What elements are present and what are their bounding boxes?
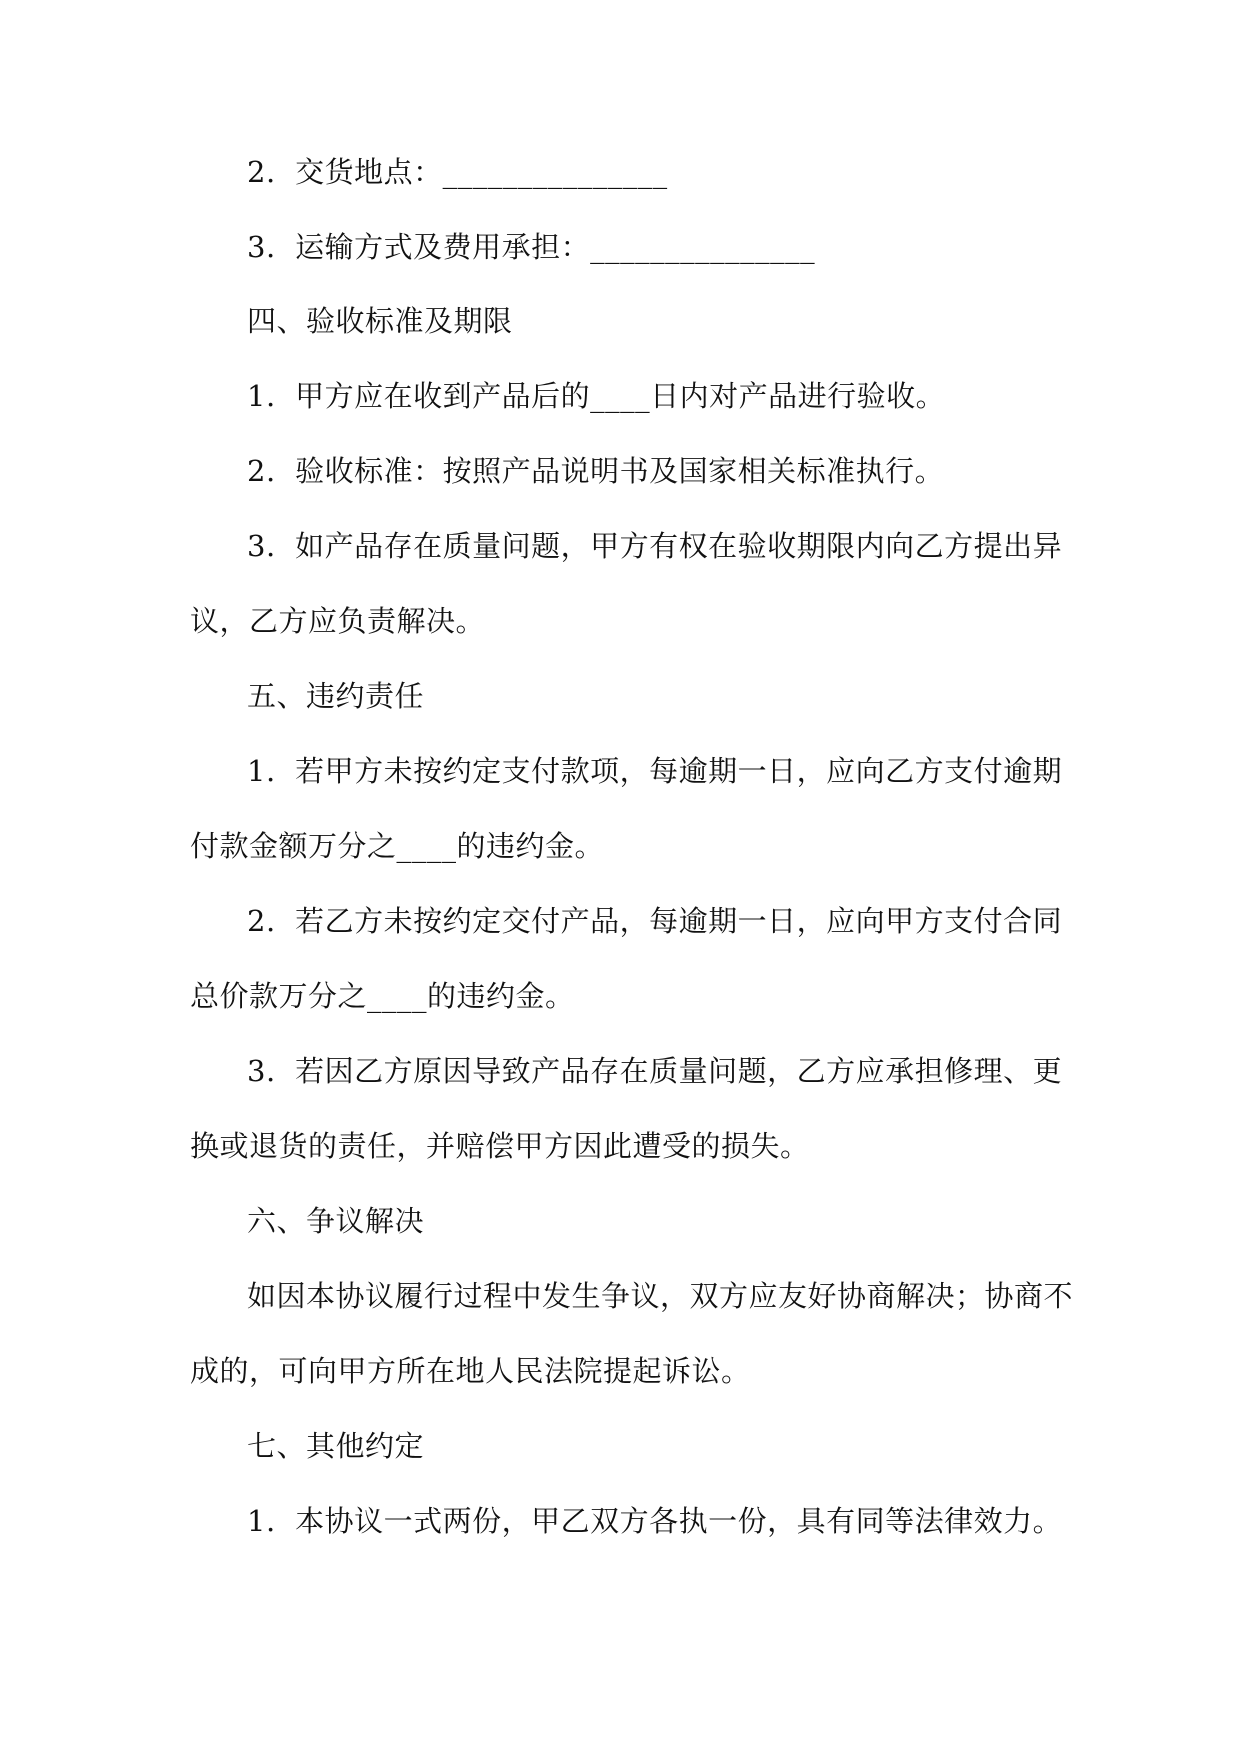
text-line: 如因本协议履行过程中发生争议，双方应友好协商解决；协商不 (247, 1279, 1074, 1313)
text-line: 3. 运输方式及费用承担：_______________ (247, 230, 816, 264)
text-line: 2. 验收标准：按照产品说明书及国家相关标准执行。 (247, 454, 945, 488)
text-line: 成的，可向甲方所在地人民法院提起诉讼。 (190, 1354, 751, 1388)
text-line: 付款金额万分之____的违约金。 (190, 829, 605, 863)
text-line: 总价款万分之____的违约金。 (190, 979, 575, 1013)
text-line: 2. 交货地点：_______________ (247, 155, 668, 189)
text-line: 3. 如产品存在质量问题，甲方有权在验收期限内向乙方提出异 (247, 529, 1063, 563)
text-line: 2. 若乙方未按约定交付产品，每逾期一日，应向甲方支付合同 (247, 904, 1063, 938)
text-line: 议，乙方应负责解决。 (190, 604, 486, 638)
text-line: 换或退货的责任，并赔偿甲方因此遭受的损失。 (190, 1129, 810, 1163)
text-line: 1. 若甲方未按约定支付款项，每逾期一日，应向乙方支付逾期 (247, 754, 1063, 788)
text-line: 1. 甲方应在收到产品后的____日内对产品进行验收。 (247, 379, 946, 413)
section-heading: 五、违约责任 (247, 679, 425, 713)
text-line: 1. 本协议一式两份，甲乙双方各执一份，具有同等法律效力。 (247, 1504, 1063, 1538)
section-heading: 四、验收标准及期限 (247, 304, 513, 338)
text-line: 3. 若因乙方原因导致产品存在质量问题，乙方应承担修理、更 (247, 1054, 1063, 1088)
section-heading: 六、争议解决 (247, 1204, 425, 1238)
section-heading: 七、其他约定 (247, 1429, 425, 1463)
